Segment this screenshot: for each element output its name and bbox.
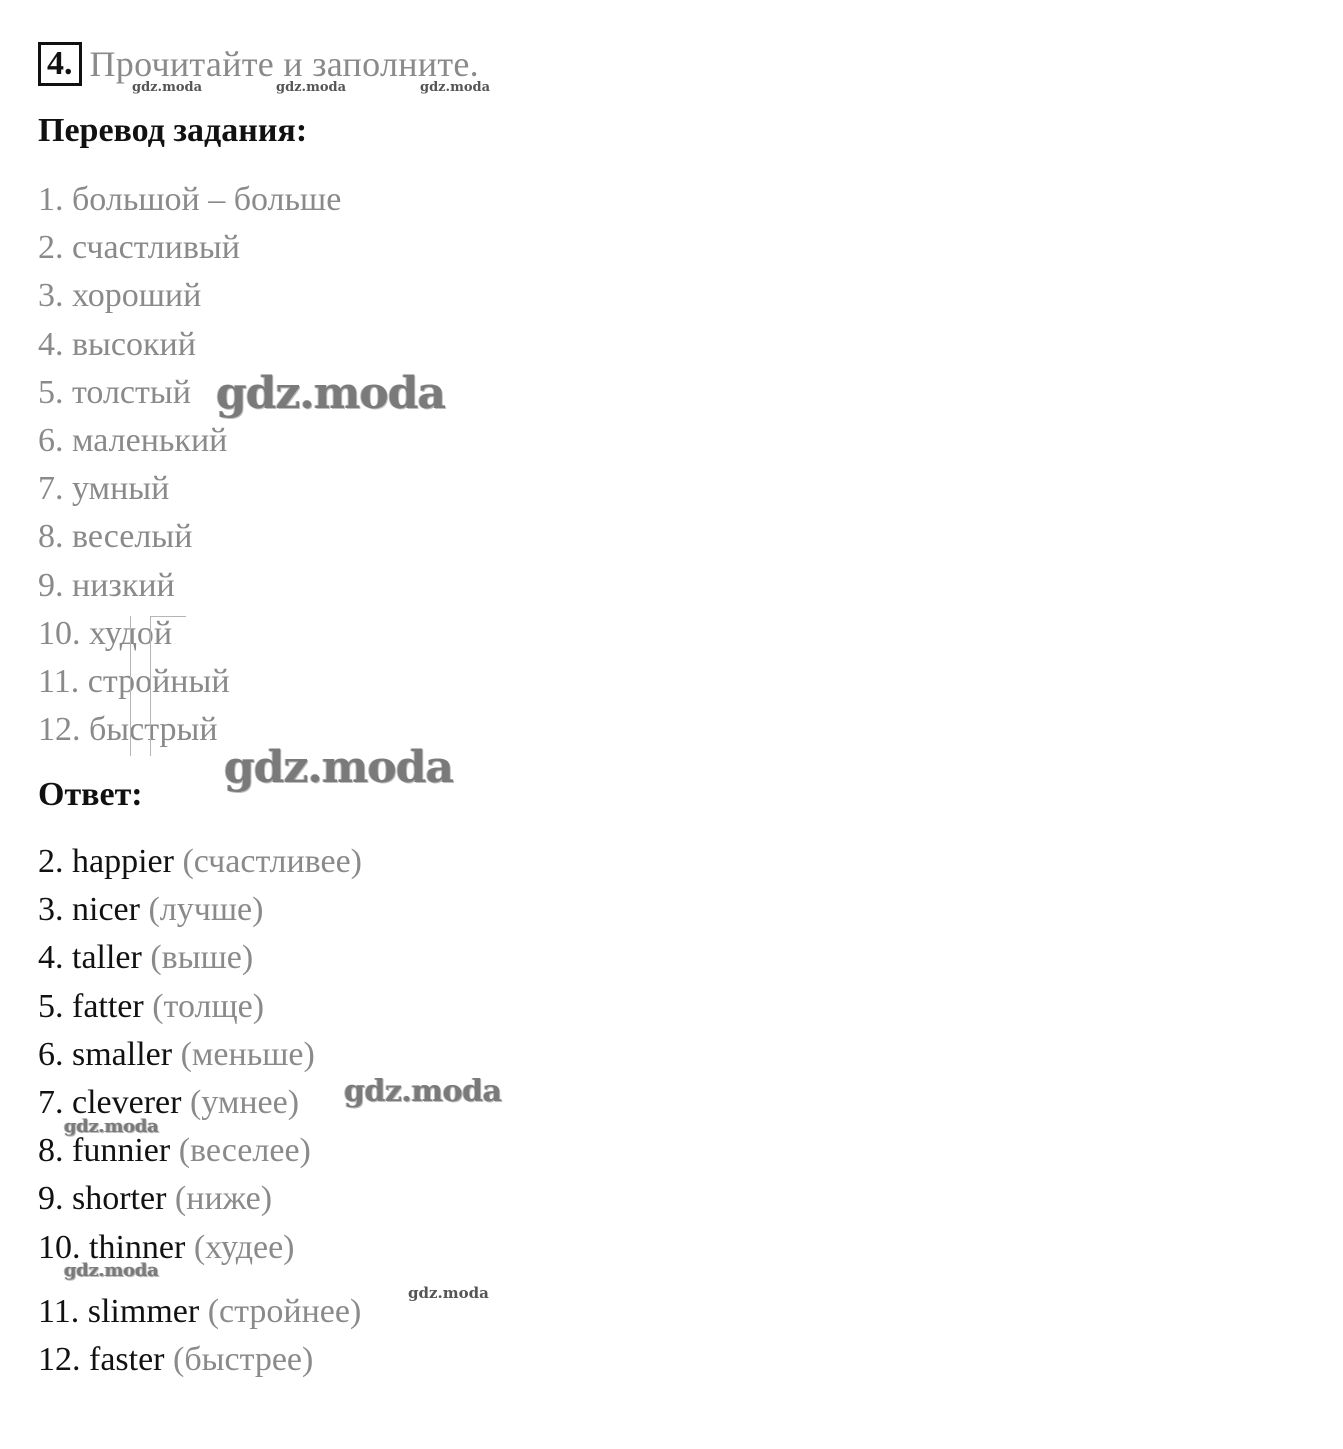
answer-number: 9. (38, 1180, 64, 1218)
list-item (38, 1175, 362, 1223)
answer-russian: (ниже) (174, 1180, 273, 1218)
answer-number: 5. (38, 987, 64, 1025)
watermark: gdz.moda (420, 80, 491, 95)
list-item: 5. толстый (38, 373, 191, 411)
list-item: 8. веселый (38, 518, 193, 556)
answer-russian: (меньше) (180, 1035, 315, 1073)
answer-russian: (лучше) (148, 891, 264, 929)
answer-russian: (веселее) (178, 1132, 311, 1170)
answer-number: 2. (38, 843, 64, 880)
scan-artifact-line (150, 616, 186, 617)
answer-russian: (выше) (150, 939, 254, 977)
answer-english: happier (72, 843, 174, 880)
answer-number: 6. (38, 1035, 64, 1073)
watermark: gdz.moda (344, 1074, 502, 1109)
answer-number: 11. (38, 1292, 80, 1330)
answer-english: funnier (72, 1132, 171, 1170)
list-item (38, 1336, 362, 1384)
watermark: gdz.moda (64, 1260, 159, 1281)
answer-russian: (счастливее) (182, 843, 362, 880)
answer-english: fatter (72, 987, 144, 1025)
scan-artifact-line (130, 616, 131, 756)
list-item: 3. хороший (38, 277, 202, 315)
translation-list (38, 176, 341, 754)
watermark: gdz.moda (216, 368, 446, 419)
answer-russian: (быстрее) (173, 1341, 314, 1379)
watermark: gdz.moda (64, 1116, 159, 1137)
answer-english: smaller (72, 1035, 173, 1073)
answer-heading: Ответ: (38, 776, 143, 813)
list-item: 6. маленький (38, 422, 228, 460)
list-item (38, 934, 362, 982)
answer-number: 3. (38, 891, 64, 929)
answer-number: 4. (38, 939, 64, 977)
answer-english: thinner (89, 1228, 186, 1266)
answer-english: slimmer (87, 1292, 200, 1330)
list-item (38, 1288, 362, 1336)
task-header (38, 42, 479, 86)
list-item (38, 983, 362, 1031)
task-title: Прочитайте и заполните. (89, 44, 479, 84)
watermark: gdz.moda (132, 80, 203, 95)
answer-russian: (худее) (193, 1228, 295, 1266)
list-item: 2. счастливый (38, 229, 240, 267)
list-item: 9. низкий (38, 566, 175, 604)
watermark: gdz.moda (408, 1284, 489, 1302)
list-item (38, 1031, 362, 1079)
list-item: 10. худой (38, 614, 173, 652)
answer-english: faster (89, 1341, 165, 1379)
answer-number: 7. (38, 1084, 64, 1122)
answer-russian: (толще) (152, 987, 265, 1025)
list-item (38, 886, 362, 934)
answer-number: 12. (38, 1341, 81, 1379)
list-item: 1. большой – больше (38, 181, 342, 218)
translation-heading: Перевод задания: (38, 112, 308, 149)
answer-russian: (стройнее) (207, 1292, 362, 1330)
list-item: 11. стройный (38, 663, 230, 701)
answer-number: 10. (38, 1228, 81, 1266)
answer-number: 8. (38, 1132, 64, 1170)
answer-english: shorter (72, 1180, 167, 1218)
list-item: 12. быстрый (38, 711, 218, 749)
scan-artifact-line (150, 616, 151, 756)
list-item: 7. умный (38, 470, 170, 508)
answer-english: taller (72, 939, 142, 977)
list-item: 4. высокий (38, 325, 196, 363)
list-item (38, 838, 362, 886)
task-number: 4. (38, 42, 82, 86)
watermark: gdz.moda (276, 80, 347, 95)
answer-english: nicer (72, 891, 140, 929)
answer-list (38, 838, 362, 1384)
answer-english: cleverer (72, 1084, 182, 1122)
watermark: gdz.moda (224, 742, 454, 793)
answer-russian: (умнее) (189, 1084, 300, 1122)
